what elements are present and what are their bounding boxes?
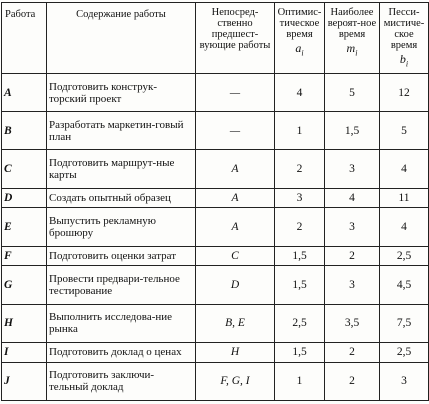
- header-pessimistic-label: Песси-мистиче-ское время: [383, 7, 425, 51]
- pessimistic-time: 3: [380, 362, 429, 400]
- likely-time: 5: [325, 74, 380, 112]
- optimistic-time: 1,5: [275, 246, 325, 266]
- optimistic-time: 1,5: [275, 342, 325, 362]
- activity-id: G: [2, 266, 47, 304]
- pessimistic-time: 4: [380, 150, 429, 188]
- header-likely: [325, 3, 380, 74]
- pessimistic-time: 12: [380, 74, 429, 112]
- schedule-table: [1, 2, 429, 401]
- header-likely-symbol: $m_i$: [346, 41, 358, 58]
- table-row: [2, 266, 429, 304]
- table-row: [2, 246, 429, 266]
- likely-time: 3,5: [325, 304, 380, 342]
- table-row: [2, 150, 429, 188]
- pessimistic-time: 4: [380, 208, 429, 246]
- optimistic-time: 1: [275, 362, 325, 400]
- activity-predecessors: A: [196, 208, 275, 246]
- activity-predecessors: H: [196, 342, 275, 362]
- pessimistic-time: 5: [380, 112, 429, 150]
- header-pessimistic-symbol: $b_i$: [399, 52, 409, 69]
- header-optimistic-symbol: $a_i$: [295, 41, 304, 58]
- activity-predecessors: C: [196, 246, 275, 266]
- likely-time: 3: [325, 266, 380, 304]
- activity-predecessors: A: [196, 150, 275, 188]
- pessimistic-time: 4,5: [380, 266, 429, 304]
- activity-description: Провести предвари-тельное тестирование: [47, 266, 196, 304]
- pessimistic-time: 2,5: [380, 246, 429, 266]
- header-pessimistic: [380, 3, 429, 74]
- likely-time: 2: [325, 362, 380, 400]
- likely-time: 4: [325, 188, 380, 208]
- activity-description: Выпустить рекламную брошюру: [47, 208, 196, 246]
- activity-predecessors: —: [196, 74, 275, 112]
- header-optimistic: [275, 3, 325, 74]
- optimistic-time: 2: [275, 150, 325, 188]
- activity-predecessors: —: [196, 112, 275, 150]
- optimistic-time: 4: [275, 74, 325, 112]
- activity-predecessors: B, E: [196, 304, 275, 342]
- pessimistic-time: 11: [380, 188, 429, 208]
- optimistic-time: 2: [275, 208, 325, 246]
- activity-id: J: [2, 362, 47, 400]
- activity-id: D: [2, 188, 47, 208]
- activity-description: Подготовить конструк-торский проект: [47, 74, 196, 112]
- optimistic-time: 1,5: [275, 266, 325, 304]
- activity-description: Подготовить заключи-тельный доклад: [47, 362, 196, 400]
- activity-predecessors: D: [196, 266, 275, 304]
- pessimistic-time: 7,5: [380, 304, 429, 342]
- activity-id: B: [2, 112, 47, 150]
- header-predecessors: Непосред-ственно предшест-вующие работы: [196, 3, 275, 74]
- activity-id: E: [2, 208, 47, 246]
- header-description: Содержание работы: [47, 3, 196, 74]
- table-row: [2, 342, 429, 362]
- table-row: [2, 74, 429, 112]
- header-row: [2, 3, 429, 74]
- activity-description: Создать опытный образец: [47, 188, 196, 208]
- activity-id: C: [2, 150, 47, 188]
- likely-time: 1,5: [325, 112, 380, 150]
- optimistic-time: 1: [275, 112, 325, 150]
- table-row: [2, 112, 429, 150]
- activity-id: F: [2, 246, 47, 266]
- optimistic-time: 2,5: [275, 304, 325, 342]
- activity-description: Подготовить маршрут-ные карты: [47, 150, 196, 188]
- activity-id: I: [2, 342, 47, 362]
- activity-predecessors: A: [196, 188, 275, 208]
- likely-time: 2: [325, 246, 380, 266]
- header-optimistic-label: Оптимис-тическое время: [277, 7, 322, 40]
- likely-time: 2: [325, 342, 380, 362]
- activity-description: Подготовить доклад о ценах: [47, 342, 196, 362]
- activity-id: H: [2, 304, 47, 342]
- pessimistic-time: 2,5: [380, 342, 429, 362]
- activity-description: Разработать маркетин-говый план: [47, 112, 196, 150]
- table-row: [2, 362, 429, 400]
- table-row: [2, 188, 429, 208]
- likely-time: 3: [325, 150, 380, 188]
- header-likely-label: Наиболее вероят-ное время: [327, 7, 377, 40]
- header-id: Работа: [2, 3, 47, 74]
- activity-id: A: [2, 74, 47, 112]
- table-row: [2, 304, 429, 342]
- activity-predecessors: F, G, I: [196, 362, 275, 400]
- table-body: [2, 74, 429, 401]
- table-row: [2, 208, 429, 246]
- likely-time: 3: [325, 208, 380, 246]
- optimistic-time: 3: [275, 188, 325, 208]
- activity-description: Подготовить оценки затрат: [47, 246, 196, 266]
- activity-description: Выполнить исследова-ние рынка: [47, 304, 196, 342]
